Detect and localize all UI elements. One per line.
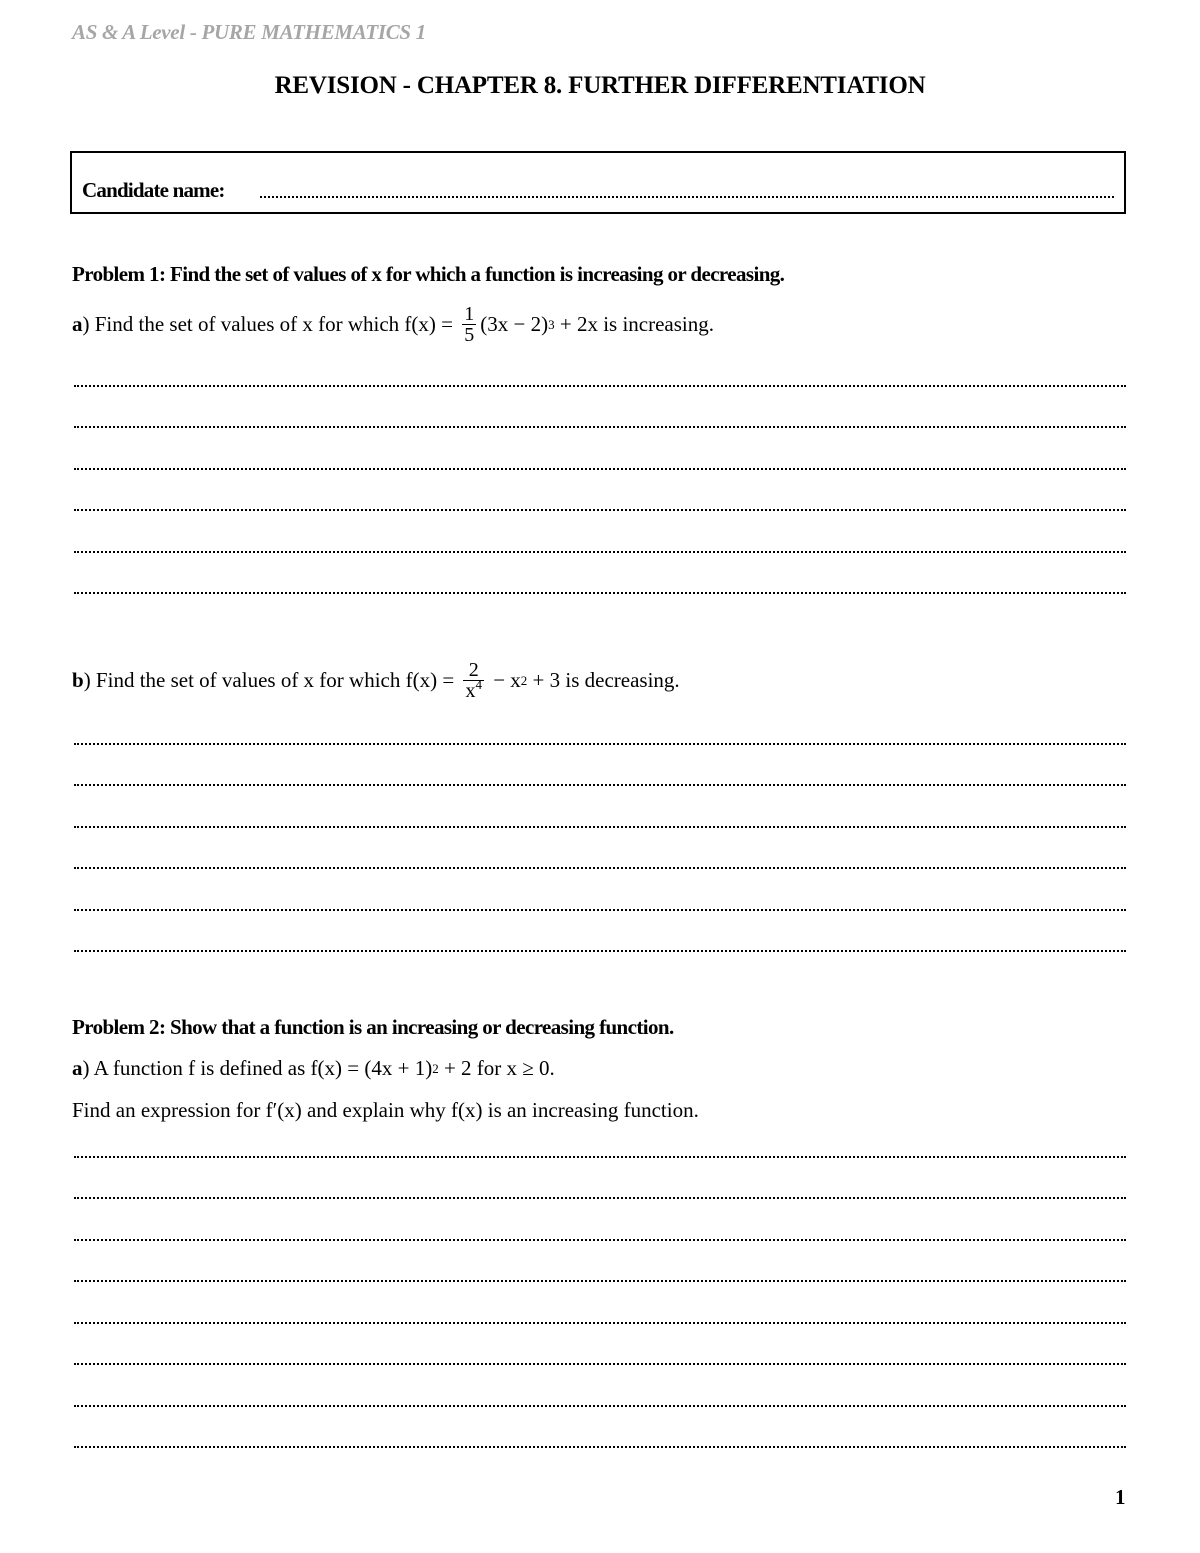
answer-line[interactable] <box>74 1363 1126 1365</box>
answer-line[interactable] <box>74 867 1126 869</box>
problem-1a-question: a ) Find the set of values of x for which f(x) = $\frac{1}{5}$ (3x − 2) 3 + 2x is increasing. <box>72 303 715 346</box>
answer-line[interactable] <box>74 826 1126 828</box>
answer-line[interactable] <box>74 950 1126 952</box>
answer-line[interactable] <box>74 1239 1126 1241</box>
answer-line[interactable] <box>74 1156 1126 1158</box>
page-number: 1 <box>1115 1485 1126 1509</box>
answer-line[interactable] <box>74 468 1126 470</box>
fraction <box>462 304 476 345</box>
question-text: Find an expression for f′(x) and explain why f(x) is an increasing function. <box>72 1098 699 1122</box>
part-label: b <box>72 668 84 692</box>
answer-line[interactable] <box>74 1197 1126 1199</box>
answer-line[interactable] <box>74 1405 1126 1407</box>
problem-2a-instruction <box>72 1098 699 1123</box>
problem-1b-question: b ) Find the set of values of x for which f(x) = $\frac{2}{x^4}$ − x 2 + 3 is decreasing. <box>72 659 680 702</box>
problem-2a-question: a ) A function f is defined as f(x) = (4x + 1) 2 + 2 for x ≥ 0. <box>72 1056 555 1080</box>
fraction-numerator: 2 <box>468 659 479 681</box>
denominator-base: x <box>465 680 476 702</box>
answer-line[interactable] <box>74 784 1126 786</box>
question-text: ) A function f is defined as f(x) = (4x + 1) <box>82 1056 433 1080</box>
candidate-name-label: Candidate name: <box>82 178 225 202</box>
question-text: + 3 is decreasing. <box>527 668 680 692</box>
answer-line[interactable] <box>74 909 1126 911</box>
course-header: AS & A Level - PURE MATHEMATICS 1 <box>72 20 426 44</box>
problem-2-heading: Problem 2: Show that a function is an increasing or decreasing function. <box>72 1015 674 1039</box>
question-text: (3x − 2) <box>480 312 549 336</box>
question-text: − x <box>487 668 521 692</box>
candidate-name-field[interactable] <box>260 196 1114 198</box>
fraction-denominator: 5 <box>464 324 475 346</box>
question-text: ) Find the set of values of x for which f(x) = <box>82 312 459 336</box>
problem-1-heading: Problem 1: Find the set of values of x for which a function is increasing or decreasing. <box>72 262 785 286</box>
fraction-numerator: 1 <box>464 303 475 325</box>
answer-line[interactable] <box>74 1446 1126 1448</box>
answer-line[interactable] <box>74 1322 1126 1324</box>
page-title: REVISION - CHAPTER 8. FURTHER DIFFERENTIATION <box>274 72 926 99</box>
fraction <box>463 660 484 701</box>
answer-line[interactable] <box>74 1280 1126 1282</box>
fraction-denominator <box>463 677 484 702</box>
question-text: ) Find the set of values of x for which f(x) = <box>83 668 460 692</box>
answer-line[interactable] <box>74 509 1126 511</box>
question-text: + 2x is increasing. <box>554 312 715 336</box>
answer-line[interactable] <box>74 385 1126 387</box>
answer-line[interactable] <box>74 743 1126 745</box>
answer-line[interactable] <box>74 551 1126 553</box>
part-label: a <box>72 312 83 336</box>
part-label: a <box>72 1056 83 1080</box>
answer-line[interactable] <box>74 426 1126 428</box>
answer-line[interactable] <box>74 592 1126 594</box>
candidate-name-box <box>70 151 1126 214</box>
exponent: 4 <box>475 677 482 692</box>
question-text: + 2 for x ≥ 0. <box>438 1056 555 1080</box>
